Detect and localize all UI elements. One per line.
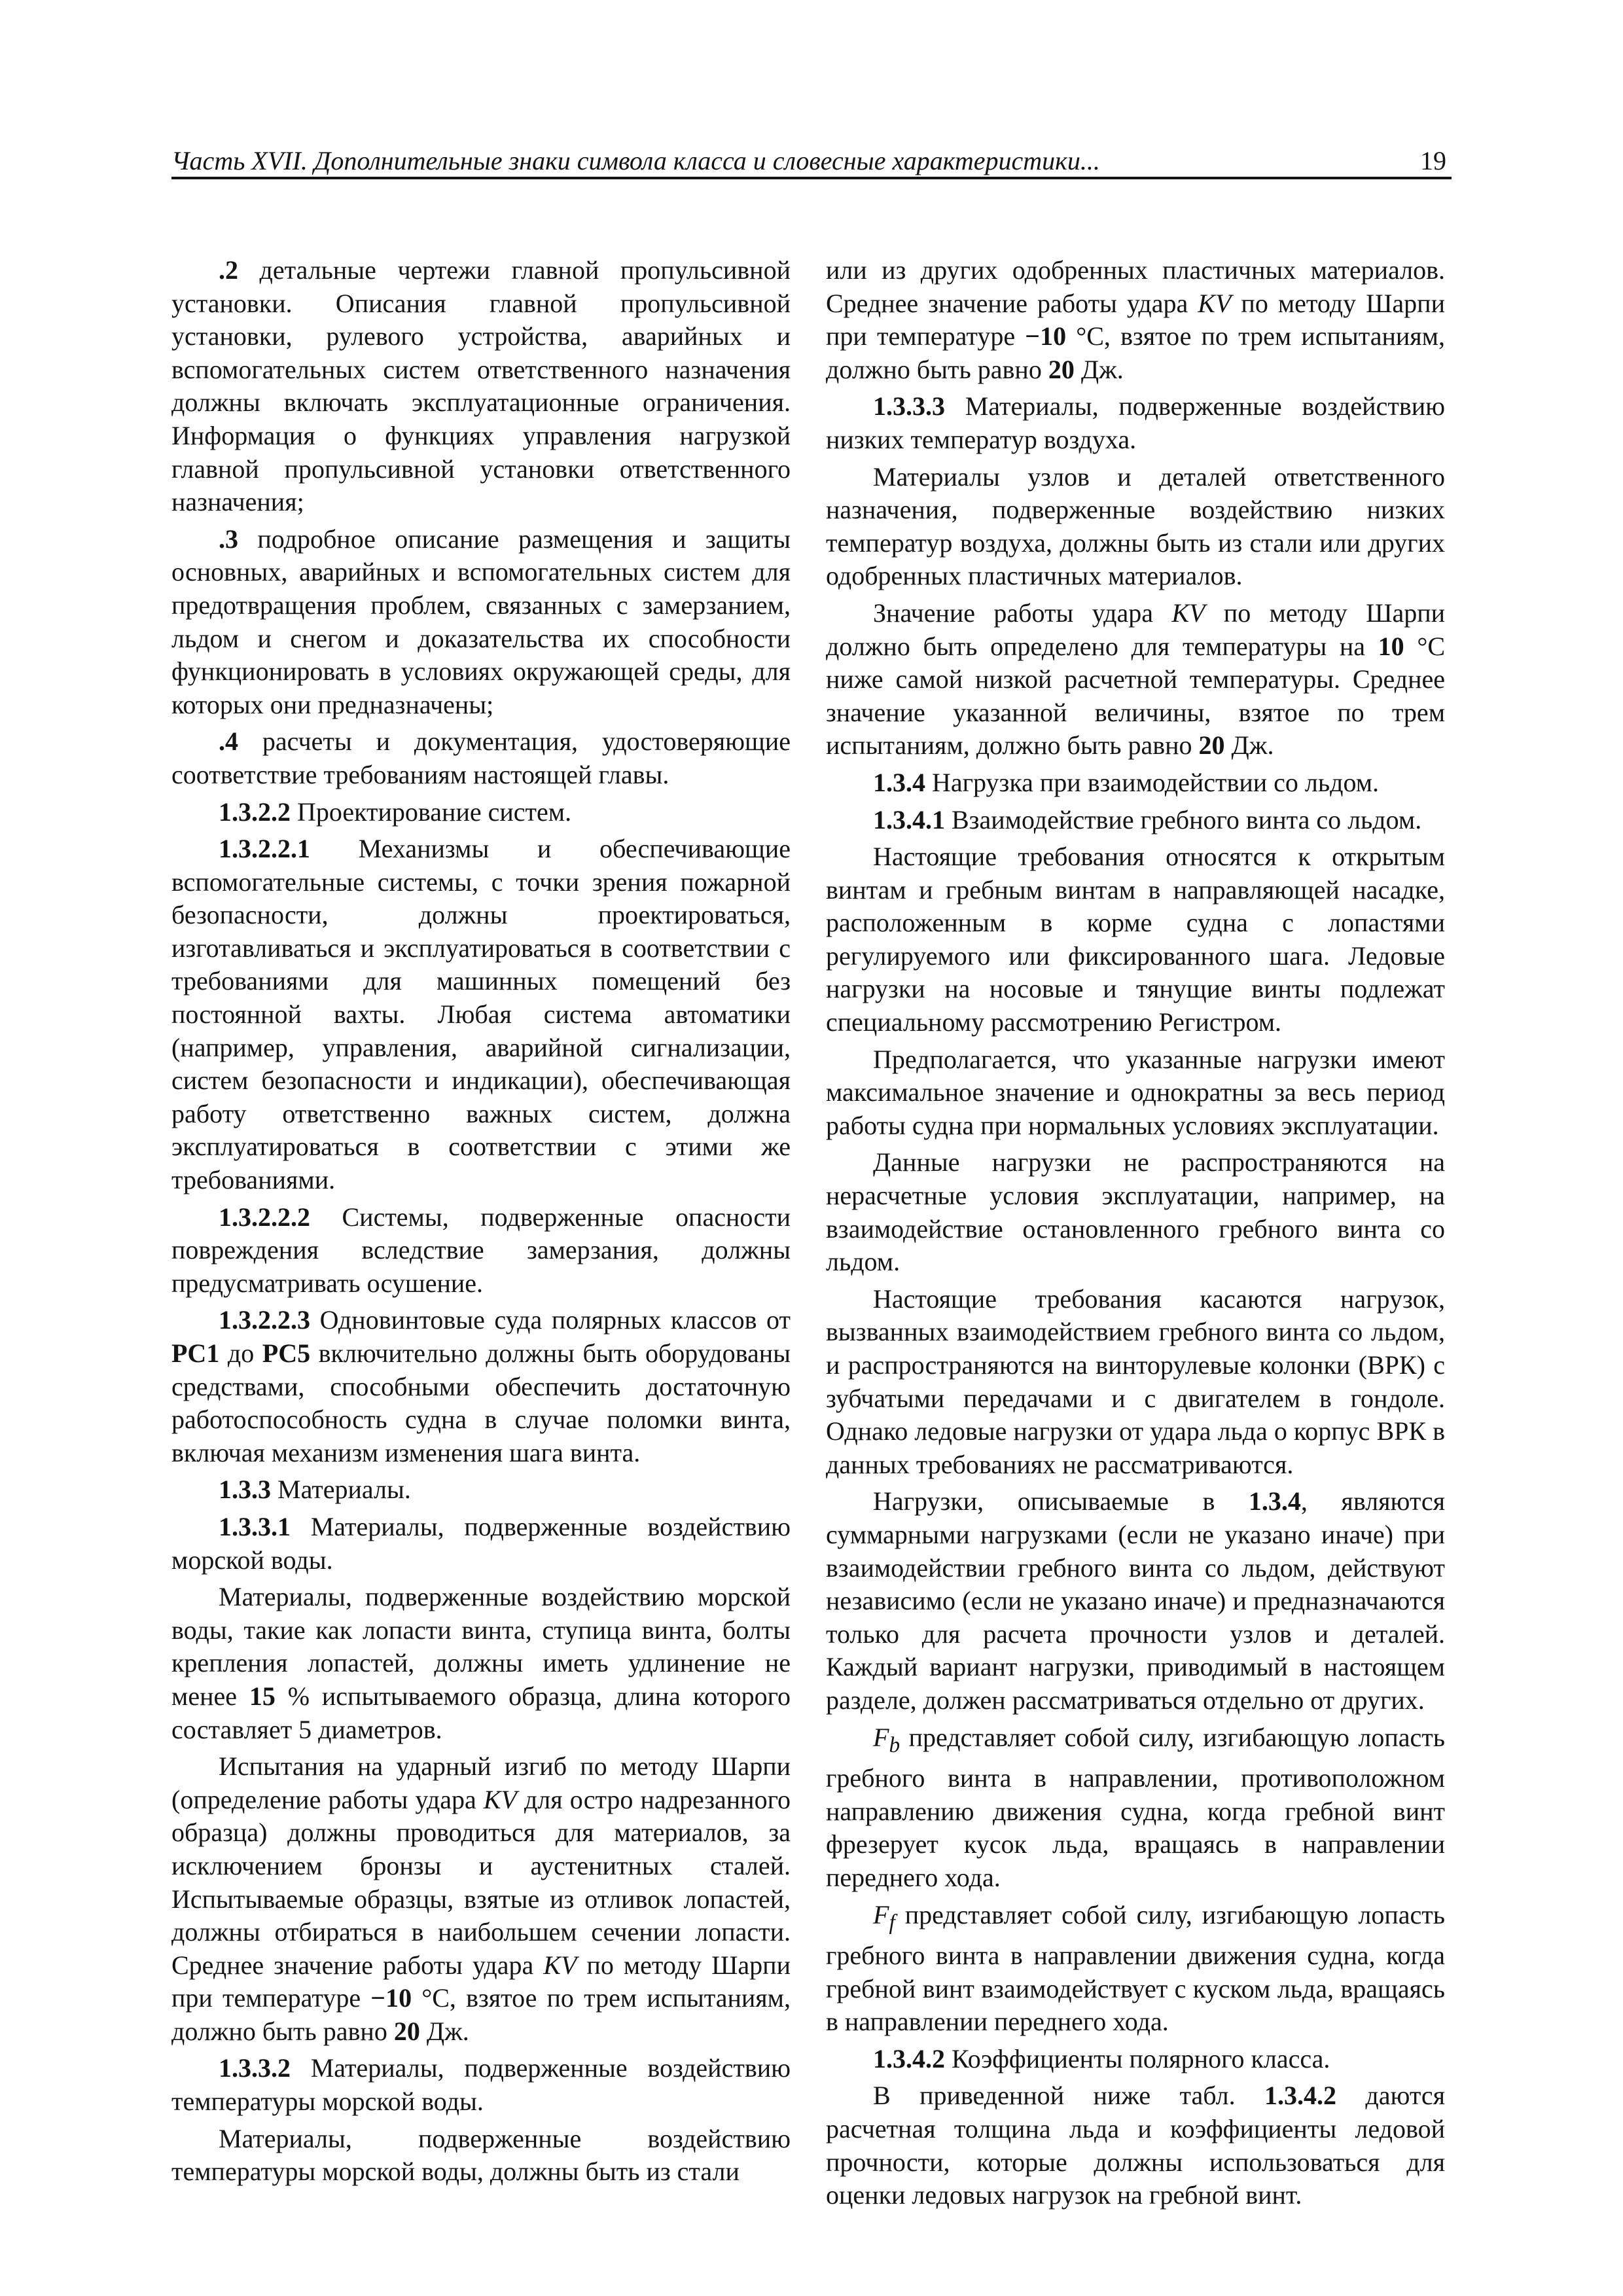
paragraph-text: даются расчетная толщина льда и коэффициенты ледовой прочности, которые должны использоваться для оценки ледовых нагрузок на гребной винт. xyxy=(826,2081,1445,2210)
paragraph-text: по методу Шарпи должно быть определено для температуры на xyxy=(826,598,1446,661)
paragraph-text: по методу Шарпи при температуре xyxy=(826,288,1445,351)
paragraph-sea-water-materials xyxy=(171,1581,791,1746)
section-title: Материалы, подверженные воздействию температуры морской воды. xyxy=(171,2053,791,2117)
elongation-value: 15 xyxy=(249,1681,276,1711)
section-title: Коэффициенты полярного класса. xyxy=(945,2043,1330,2073)
energy-value: 20 xyxy=(1048,354,1075,384)
energy-value: 20 xyxy=(1198,730,1225,761)
running-header xyxy=(171,143,1452,181)
paragraph-text: Значение работы удара xyxy=(873,598,1172,628)
force-subscript: b xyxy=(889,1732,901,1757)
paragraph-text: Настоящие требования касаются нагрузок, вызванных взаимодействием гребного винта со льдом, и распространяются на винторулевые колонки (ВРК) с зубчатыми передачами и с двигателем в гондоле. Однако ледовые нагрузки от удара льда о корпус ВРК в данных требованиях не рассматриваются. xyxy=(826,1283,1445,1479)
section-number: 1.3.4.2 xyxy=(873,2043,945,2073)
paragraph-text: Материалы узлов и деталей ответственного назначения, подверженные воздействию низких температур воздуха, должны быть из стали или других одобренных пластичных материалов. xyxy=(826,461,1445,591)
item-number: .2 xyxy=(219,255,238,285)
paragraph-text: Материалы, подверженные воздействию морской воды, такие как лопасти винта, ступица винта, болты крепления лопастей, должны иметь удлинение не менее xyxy=(171,1582,791,1711)
paragraph-text: % испытываемого образца, длина которого составляет 5 диаметров. xyxy=(171,1681,791,1744)
section-number: 1.3.4 xyxy=(873,767,925,797)
kv-symbol: KV xyxy=(543,1950,577,1980)
paragraph-text: Материалы, подверженные воздействию температуры морской воды, должны быть из стали xyxy=(171,2123,791,2187)
section-1-3-2-2 xyxy=(171,796,791,829)
section-number: 1.3.3.3 xyxy=(873,391,945,422)
paragraph-ff-definition xyxy=(826,1899,1445,2039)
paragraph-text: °С ниже самой низкой расчетной температуры. Среднее значение указанной величины, взятое по трем испытаниям, должно быть равно xyxy=(826,631,1445,761)
section-1-3-3-3 xyxy=(826,390,1445,456)
section-1-3-3-1 xyxy=(171,1511,791,1577)
paragraph-text: Дж. xyxy=(419,2016,469,2046)
kv-symbol: KV xyxy=(1171,598,1205,628)
paragraph-max-loads xyxy=(826,1043,1445,1143)
polar-class-pc1: PC1 xyxy=(171,1338,220,1368)
paragraph-text: представляет собой силу, изгибающую лопасть гребного винта в направлении, противоположном направлению движения судна, когда гребной винт фрезерует кусок льда, вращаясь в направлении переднего хода. xyxy=(826,1722,1445,1892)
paragraph-azimuth-thrusters xyxy=(826,1283,1445,1482)
section-1-3-3 xyxy=(171,1473,791,1507)
list-item-3 xyxy=(171,523,791,722)
temperature-value: −10 xyxy=(370,1983,412,2013)
item-number: .3 xyxy=(219,524,238,554)
temperature-offset-value: 10 xyxy=(1378,631,1404,661)
paragraph-table-reference xyxy=(826,2079,1445,2212)
page-number: 19 xyxy=(1420,146,1446,175)
paragraph-text: для остро надрезанного образца) должны проводиться для материалов, за исключением бронзы и аустенитных сталей. Испытываемые образцы, взятые из отливок лопастей, должны отбираться в наибольшем сечении лопасти. Среднее значение работы удара xyxy=(171,1784,791,1980)
kv-symbol: KV xyxy=(483,1784,517,1814)
left-column xyxy=(171,254,791,2193)
section-number: 1.3.2.2.3 xyxy=(219,1305,310,1335)
section-title: Материалы. xyxy=(271,1475,411,1505)
paragraph-text: , являются суммарными нагрузками (если не указано иначе) при взаимодействии гребного винта со льдом, действуют независимо (если не указано иначе) и предназначаются только для расчета прочности узлов и деталей. Каждый вариант нагрузки, приводимый в настоящем разделе, должен рассматриваться отдельно от других. xyxy=(826,1486,1446,1715)
item-text: подробное описание размещения и защиты основных, аварийных и вспомогательных систем для предотвращения проблем, связанных с замерзанием, льдом и снегом и доказательства их способности функционировать в условиях окружающей среды, для которых они предназначены; xyxy=(171,524,791,719)
paragraph-text: Дж. xyxy=(1074,354,1124,384)
section-number: 1.3.2.2 xyxy=(219,797,291,827)
paragraph-text: представляет собой силу, изгибающую лопасть гребного винта в направлении движения судна, когда гребной винт взаимодействует с куском льда, вращаясь в направлении переднего хода. xyxy=(826,1899,1445,2037)
section-title: Материалы, подверженные воздействию морской воды. xyxy=(171,1511,791,1575)
energy-value: 20 xyxy=(393,2016,420,2046)
section-reference: 1.3.4 xyxy=(1248,1486,1301,1516)
paragraph-fb-definition xyxy=(826,1721,1445,1895)
section-1-3-2-2-1 xyxy=(171,833,791,1197)
paragraph-text: Данные нагрузки не распространяются на нерасчетные условия эксплуатации, например, на взаимодействие остановленного гребного винта со льдом. xyxy=(826,1147,1445,1277)
paragraph-charpy-test xyxy=(171,1750,791,2048)
kv-symbol: KV xyxy=(1198,288,1232,318)
header-rule xyxy=(171,177,1452,179)
section-number: 1.3.3.1 xyxy=(219,1511,291,1541)
paragraph-text: Нагрузки, описываемые в xyxy=(873,1486,1249,1516)
section-number: 1.3.2.2.2 xyxy=(219,1202,310,1232)
force-symbol: F xyxy=(873,1722,889,1752)
paragraph-total-loads xyxy=(826,1485,1445,1717)
paragraph-text: Предполагается, что указанные нагрузки имеют максимальное значение и однократны за весь период работы судна при нормальных условиях эксплуатации. xyxy=(826,1044,1445,1140)
paragraph-propeller-scope xyxy=(826,840,1445,1039)
list-item-2 xyxy=(171,254,791,519)
paragraph-kv-value xyxy=(826,597,1445,762)
section-1-3-4-1 xyxy=(826,804,1445,837)
section-1-3-3-2 xyxy=(171,2052,791,2118)
paragraph-text: или из других одобренных пластичных материалов. Среднее значение работы удара xyxy=(826,255,1445,318)
item-number: .4 xyxy=(219,726,238,757)
right-column xyxy=(826,254,1445,2216)
paragraph-continued xyxy=(826,254,1445,386)
section-title: Проектирование систем. xyxy=(291,797,572,827)
paragraph-text: Дж. xyxy=(1224,730,1274,761)
paragraph-text: °С, взятое по трем испытаниям, должно быть равно xyxy=(826,321,1445,384)
temperature-value: −10 xyxy=(1025,321,1067,351)
paragraph-text: включительно должны быть оборудованы средствами, способными обеспечить достаточную работоспособность судна в случае поломки винта, включая механизм изменения шага винта. xyxy=(171,1338,791,1467)
section-number: 1.3.2.2.1 xyxy=(219,834,310,864)
table-reference: 1.3.4.2 xyxy=(1264,2081,1336,2111)
section-1-3-2-2-2 xyxy=(171,1201,791,1300)
paragraph-text: Механизмы и обеспечивающие вспомогательные системы, с точки зрения пожарной безопасности, должны проектироваться, изготавливаться и эксплуатироваться в соответствии с требованиями для машинных помещений без постоянной вахты. Любая система автоматики (например, управления, аварийной сигнализации, систем безопасности и индикации), обеспечивающая работу ответственно важных систем, должна эксплуатироваться в соответствии с этими же требованиями. xyxy=(171,834,791,1195)
section-1-3-4-2 xyxy=(826,2043,1445,2076)
running-header-title: Часть XVII. Дополнительные знаки символа класса и словесные характеристики... xyxy=(171,146,1100,175)
paragraph-text: В приведенной ниже табл. xyxy=(873,2081,1264,2111)
paragraph-off-design xyxy=(826,1146,1445,1278)
paragraph-text: по методу Шарпи при температуре xyxy=(171,1950,791,2013)
item-text: детальные чертежи главной пропульсивной установки. Описания главной пропульсивной установки, рулевого устройства, аварийных и вспомогательных систем ответственного назначения должны включать эксплуатационные ограничения. Информация о функциях управления нагрузкой главной пропульсивной установки ответственного назначения; xyxy=(171,255,791,517)
paragraph-text: Системы, подверженные опасности повреждения вследствие замерзания, должны предусматривать осушение. xyxy=(171,1202,791,1298)
section-title: Взаимодействие гребного винта со льдом. xyxy=(945,804,1422,834)
paragraph-text: Испытания на ударный изгиб по методу Шарпи (определение работы удара xyxy=(171,1751,791,1814)
force-subscript: f xyxy=(889,1910,895,1935)
paragraph-sea-water-temperature xyxy=(171,2123,791,2189)
paragraph-text: Настоящие требования относятся к открытым винтам и гребным винтам в направляющей насадке, расположенным в корме судна с лопастями регулируемого или фиксированного шага. Ледовые нагрузки на носовые и тянущие винты подлежат специальному рассмотрению Регистром. xyxy=(826,842,1445,1037)
item-text: расчеты и документация, удостоверяющие соответствие требованиям настоящей главы. xyxy=(171,726,791,789)
polar-class-pc5: PC5 xyxy=(262,1338,311,1368)
section-number: 1.3.3 xyxy=(219,1475,271,1505)
paragraph-text: до xyxy=(219,1338,262,1368)
force-symbol: F xyxy=(873,1899,889,1929)
list-item-4 xyxy=(171,725,791,791)
section-1-3-4 xyxy=(826,766,1445,800)
section-1-3-2-2-3 xyxy=(171,1304,791,1469)
section-number: 1.3.3.2 xyxy=(219,2053,291,2083)
section-title: Нагрузка при взаимодействии со льдом. xyxy=(925,767,1380,797)
paragraph-text: Одновинтовые суда полярных классов от xyxy=(310,1305,791,1335)
paragraph-text: °С, взятое по трем испытаниям, должно быть равно xyxy=(171,1983,791,2046)
paragraph-low-temperature-materials xyxy=(826,461,1445,593)
section-number: 1.3.4.1 xyxy=(873,804,945,834)
section-title: Материалы, подверженные воздействию низких температур воздуха. xyxy=(826,391,1445,454)
